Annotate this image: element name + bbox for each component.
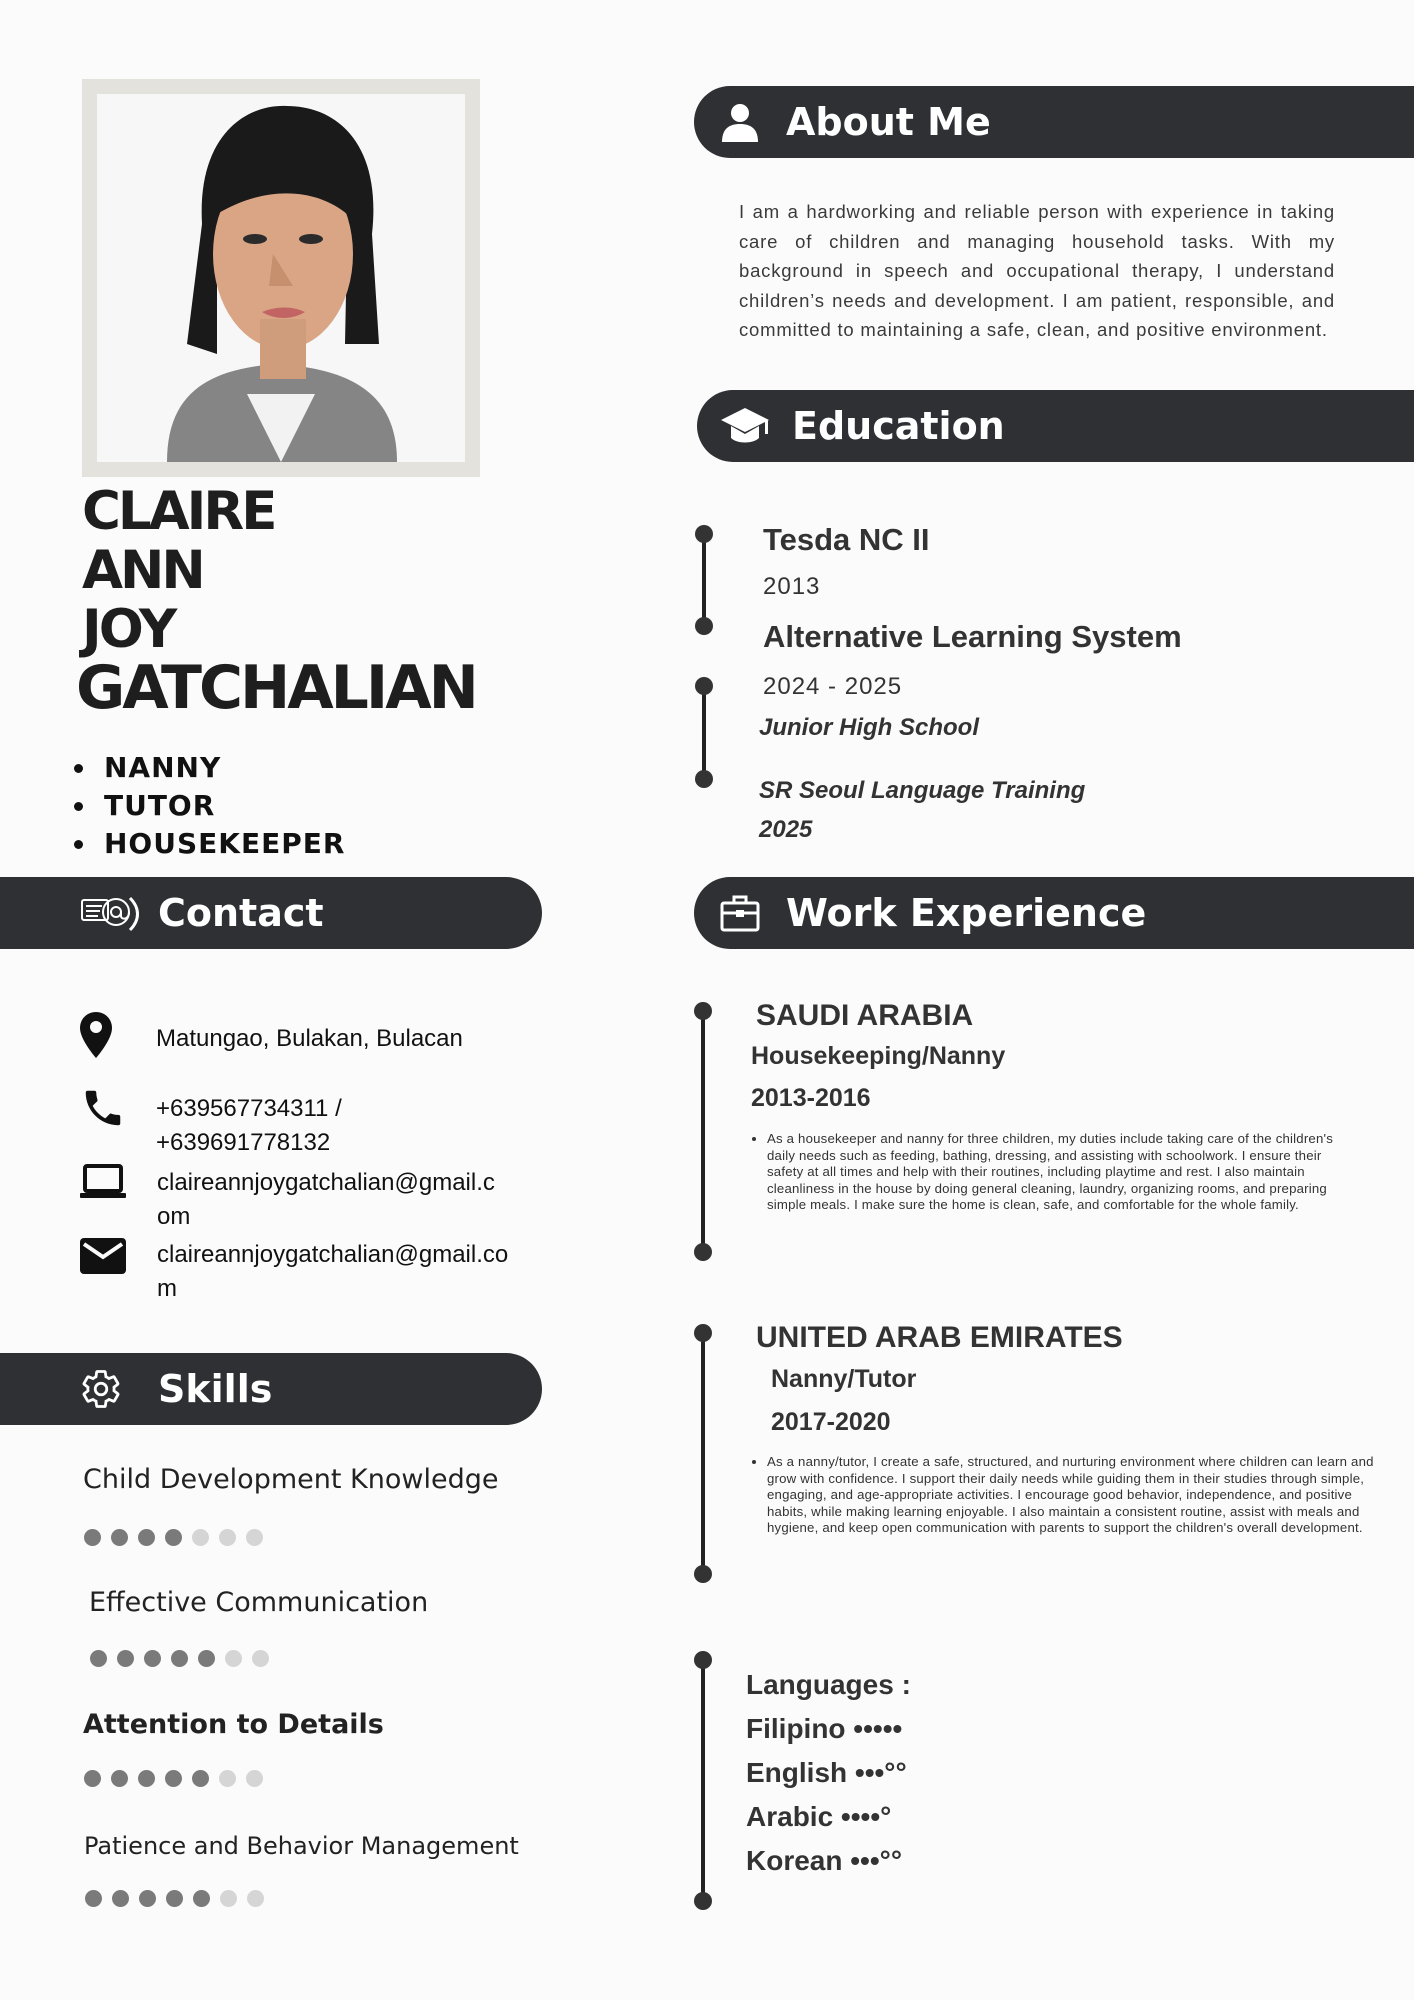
rating-dot-filled: [84, 1770, 101, 1787]
section-title: About Me: [786, 100, 991, 144]
skill-rating: [84, 1770, 263, 1787]
timeline-line: [701, 1013, 705, 1253]
rating-dot-empty: [246, 1529, 263, 1546]
timeline-dot: [695, 770, 713, 788]
skill-name: Effective Communication: [89, 1587, 429, 1618]
rating-dot-empty: [252, 1650, 269, 1667]
work-role: Housekeeping/Nanny: [751, 1042, 1006, 1070]
phone-text: [156, 1092, 342, 1160]
education-title: Tesda NC II: [763, 522, 930, 557]
section-title: Work Experience: [786, 891, 1147, 935]
rating-dot-filled: [166, 1890, 183, 1907]
skill-rating: [84, 1529, 263, 1546]
timeline-line: [702, 534, 706, 626]
education-year: 2013: [763, 573, 821, 600]
rating-dot-empty: [220, 1890, 237, 1907]
timeline-dot: [694, 1565, 712, 1583]
rating-dot-filled: [138, 1770, 155, 1787]
rating-dot-empty: [219, 1770, 236, 1787]
timeline-dot: [695, 677, 713, 695]
full-name: [76, 481, 476, 723]
work-header: [694, 877, 1414, 949]
work-description: As a nanny/tutor, I create a safe, structured, and nurturing environment where children can learn and grow with confidence. I support their daily needs while guiding them in their studies through simple, engaging, and age-appropriate activities. I encourage good behavior, independence, and positive habits, while making learning enjoyable. I also maintain a consistent routine, assist with meals and hygiene, and keep open communication with parents to support the children's overall development.: [767, 1454, 1391, 1537]
timeline-dot: [694, 1324, 712, 1342]
website-line: om: [157, 1203, 191, 1230]
rating-dot-filled: [144, 1650, 161, 1667]
language-item: English •••°°: [746, 1757, 907, 1788]
about-header: [694, 86, 1414, 158]
timeline-dot: [694, 1651, 712, 1669]
contact-header: [0, 877, 542, 949]
work-description: As a housekeeper and nanny for three children, my duties include taking care of the children's daily needs such as feeding, bathing, dressing, and assisting with schoolwork. I ensure their safety at all times and help with their routines, including playtime and rest. I also maintain cleanliness in the house by doing general cleaning, laundry, organizing rooms, and preparing simple meals. I make sure the home is clean, safe, and comfortable for the whole family.: [767, 1131, 1347, 1214]
education-title: SR Seoul Language Training: [759, 777, 1086, 804]
languages-heading: Languages :: [746, 1669, 911, 1700]
rating-dot-filled: [111, 1770, 128, 1787]
rating-dot-filled: [85, 1890, 102, 1907]
language-item: Filipino •••••: [746, 1713, 903, 1744]
rating-dot-filled: [139, 1890, 156, 1907]
rating-dot-filled: [165, 1770, 182, 1787]
rating-dot-filled: [112, 1890, 129, 1907]
rating-dot-filled: [171, 1650, 188, 1667]
email-line: claireannjoygatchalian@gmail.co: [157, 1241, 509, 1268]
roles-list: [68, 749, 345, 863]
skill-rating: [85, 1890, 264, 1907]
rating-dot-empty: [247, 1890, 264, 1907]
work-years: 2013-2016: [751, 1084, 871, 1112]
rating-dot-empty: [225, 1650, 242, 1667]
role-item: HOUSEKEEPER: [68, 825, 345, 863]
phone-line: +639567734311 /: [156, 1095, 342, 1122]
phone-line: +639691778132: [156, 1129, 331, 1156]
timeline-dot: [694, 1002, 712, 1020]
rating-dot-empty: [219, 1529, 236, 1546]
work-years: 2017-2020: [771, 1408, 891, 1436]
location-pin-icon: [80, 1012, 112, 1063]
website-text[interactable]: [157, 1166, 495, 1234]
rating-dot-filled: [111, 1529, 128, 1546]
role-item: NANNY: [68, 749, 345, 787]
education-title: Alternative Learning System: [763, 619, 1182, 654]
person-icon: [694, 102, 786, 142]
profile-photo: [97, 94, 465, 462]
education-level: Junior High School: [759, 714, 979, 741]
rating-dot-filled: [193, 1890, 210, 1907]
language-item: Korean •••°°: [746, 1845, 903, 1876]
name-line: ANN: [82, 540, 203, 601]
rating-dot-empty: [246, 1770, 263, 1787]
skills-header: [0, 1353, 542, 1425]
section-title: Contact: [158, 891, 324, 935]
email-text[interactable]: [157, 1238, 508, 1306]
rating-dot-filled: [138, 1529, 155, 1546]
email-line: m: [157, 1275, 177, 1302]
role-item: TUTOR: [68, 787, 345, 825]
language-item: Arabic ••••°: [746, 1801, 892, 1832]
rating-dot-empty: [192, 1529, 209, 1546]
timeline-dot: [694, 1243, 712, 1261]
timeline-dot: [694, 1892, 712, 1910]
education-year: 2025: [759, 816, 813, 843]
skill-rating: [90, 1650, 269, 1667]
section-title: Skills: [158, 1367, 273, 1411]
section-title: Education: [792, 404, 1005, 448]
briefcase-icon: [694, 894, 786, 932]
education-year: 2024 - 2025: [763, 673, 903, 700]
work-role: Nanny/Tutor: [771, 1365, 917, 1393]
rating-dot-filled: [192, 1770, 209, 1787]
phone-icon: [80, 1085, 126, 1136]
envelope-icon: [80, 1238, 126, 1279]
gear-icon: [80, 1368, 158, 1410]
timeline-dot: [695, 617, 713, 635]
rating-dot-filled: [90, 1650, 107, 1667]
rating-dot-filled: [117, 1650, 134, 1667]
email-at-icon: [80, 890, 158, 936]
skill-name: Attention to Details: [83, 1709, 384, 1740]
graduation-cap-icon: [697, 404, 792, 448]
rating-dot-filled: [165, 1529, 182, 1546]
about-text: I am a hardworking and reliable person with experience in taking care of children and managing household tasks. With my background in speech and occupational therapy, I understand children’s needs and development. I am patient, responsible, and committed to maintaining a safe, clean, and positive environment.: [739, 201, 1335, 340]
timeline-dot: [695, 525, 713, 543]
work-country: UNITED ARAB EMIRATES: [756, 1321, 1123, 1354]
rating-dot-filled: [84, 1529, 101, 1546]
skill-name: Child Development Knowledge: [83, 1464, 499, 1495]
address-text: Matungao, Bulakan, Bulacan: [156, 1025, 463, 1052]
skill-name: Patience and Behavior Management: [84, 1832, 519, 1860]
timeline-line: [701, 1335, 705, 1575]
rating-dot-filled: [198, 1650, 215, 1667]
timeline-line: [701, 1665, 705, 1901]
name-line: GATCHALIAN: [76, 653, 476, 723]
work-country: SAUDI ARABIA: [756, 999, 974, 1032]
name-line: JOY: [82, 599, 175, 660]
education-header: [697, 390, 1414, 462]
website-line: claireannjoygatchalian@gmail.c: [157, 1169, 495, 1196]
name-line: CLAIRE: [82, 481, 275, 542]
timeline-line: [702, 686, 706, 778]
laptop-icon: [80, 1164, 126, 1205]
